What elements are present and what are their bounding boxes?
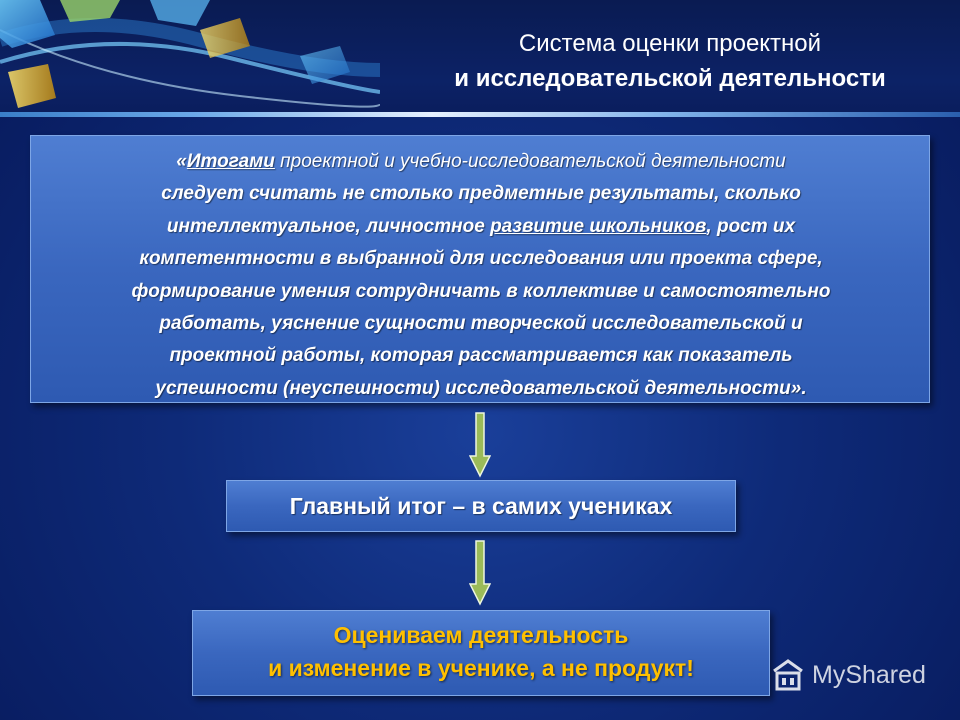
quote-line-8: успешности (неуспешности) исследовательской деятельности».: [155, 377, 807, 399]
arrow-down-icon: [469, 412, 491, 478]
quote-open-mark: «: [176, 151, 187, 172]
conclusion-text: [193, 619, 769, 685]
quote-line-6: работать, уяснение сущности творческой исследовательской и: [159, 313, 803, 335]
arrow-down-icon-2: [469, 540, 491, 606]
quote-keyword-itogami: Итогами: [186, 151, 275, 172]
quote-line-5: формирование умения сотрудничать в коллективе и самостоятельно: [131, 280, 831, 302]
quote-line-3: интеллектуальное, личностное: [166, 215, 491, 237]
header-decoration: [0, 0, 380, 116]
main-result-box: [226, 480, 736, 532]
slide-title: [410, 26, 930, 96]
quote-line-4: компетентности в выбранной для исследования или проекта сфере,: [139, 248, 823, 270]
title-line-2: и исследовательской деятельности: [454, 65, 886, 92]
quote-line-1: проектной и учебно-исследовательской деятельности: [274, 151, 786, 172]
quote-text: [51, 146, 911, 405]
myshared-logo-icon: [770, 657, 806, 693]
watermark-text: MyShared: [812, 660, 926, 689]
conclusion-line-2: и изменение в ученике, а не продукт!: [268, 655, 694, 681]
quote-box: [30, 135, 930, 403]
title-line-1: Система оценки проектной: [518, 30, 822, 57]
watermark: [770, 655, 926, 695]
header-band: [0, 0, 960, 116]
quote-line-2: следует считать не столько предметные результаты, сколько: [161, 183, 801, 205]
quote-line-3-end: , рост их: [706, 215, 796, 237]
quote-keyword-razvitie: развитие школьников: [490, 215, 707, 237]
quote-line-7: проектной работы, которая рассматривается как показатель: [169, 345, 793, 367]
conclusion-line-1: Оцениваем деятельность: [333, 622, 629, 648]
main-result-text: Главный итог – в самих учениках: [289, 492, 673, 519]
header-divider: [0, 112, 960, 117]
conclusion-box: [192, 610, 770, 696]
